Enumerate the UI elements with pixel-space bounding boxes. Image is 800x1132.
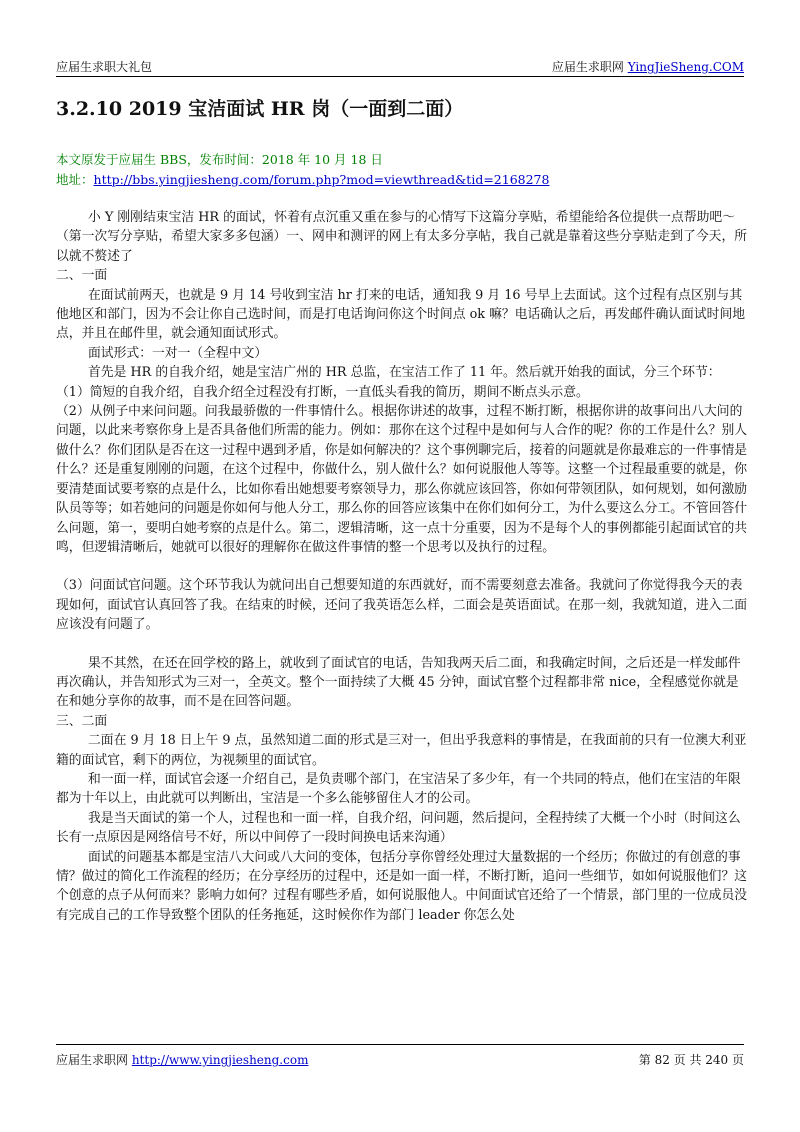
article-body xyxy=(56,208,748,925)
source-line: 本文原发于应届生 BBS，发布时间：2018 年 10 月 18 日 xyxy=(56,152,383,167)
paragraph: 二面在 9 月 18 日上午 9 点，虽然知道二面的形式是三对一，但出乎我意料的事情是，在我面前的只有一位澳大利亚籍的面试官，剩下的两位，为视频里的面试官。 xyxy=(56,733,747,768)
page-footer xyxy=(56,1044,744,1069)
section-title: 3.2.10 2019 宝洁面试 HR 岗（一面到二面） xyxy=(56,98,464,120)
footer-site xyxy=(56,1051,308,1068)
header-title: 应届生求职大礼包 xyxy=(56,60,153,74)
header-site-name: 应届生求职网 xyxy=(551,60,628,74)
footer-site-name: 应届生求职网 xyxy=(56,1053,132,1067)
heading-first-interview: 二、一面 xyxy=(56,268,108,284)
header-site xyxy=(552,58,744,75)
paragraph-intro: 小 Y 刚刚结束宝洁 HR 的面试，怀着有点沉重又重在参与的心情写下这篇分享贴，希望能给各位提供一点帮助吧～（第一次写分享贴，希望大家多多包涵）一、网申和测评的网上有太多分享帖，我自己就是靠着这些分享贴走到了今天，所以就不赘述了 xyxy=(56,210,748,264)
page-number: 第 82 页 共 240 页 xyxy=(638,1053,744,1067)
paragraph: 我是当天面试的第一个人，过程也和一面一样，自我介绍，问问题，然后提问，全程持续了大概一个小时（时间这么长有一点原因是网络信号不好，所以中间停了一段时间换电话来沟通） xyxy=(56,810,741,846)
paragraph: 在面试前两天，也就是 9 月 14 号收到宝洁 hr 打来的电话，通知我 9 月 16 号早上去面试。这个过程有点区别与其他地区和部门，因为不会让你自己选时间，而是打电话询问你这个时间点 ok 嘛？电话确认之后，再发邮件确认面试时间地点，并且在邮件里，就会通知面试形式。 xyxy=(56,287,746,342)
paragraph: （3）问面试官问题。这个环节我认为就问出自己想要知道的东西就好，而不需要刻意去准备。我就问了你觉得我今天的表现如何，面试官认真回答了我。在结束的时候，还问了我英语怎么样，二面会是英语面试。在那一刻，我就知道，进入二面应该没有问题了。 xyxy=(56,578,748,633)
header-site-link[interactable]: YingJieSheng.COM xyxy=(627,60,744,74)
heading-second-interview: 三、二面 xyxy=(56,713,108,729)
footer-site-link[interactable]: http://www.yingjiesheng.com xyxy=(131,1053,309,1067)
paragraph: 面试的问题基本都是宝洁八大问或八大问的变体，包括分享你曾经处理过大量数据的一个经历；你做过的有创意的事情？做过的简化工作流程的经历；在分享经历的过程中，还是如一面一样，不断打断，追问一些细节，如如何说服他们？这个创意的点子从何而来？影响力如何？过程有哪些矛盾，如何说服他人。中间面试官还给了一个情景，部门里的一位成员没有完成自己的工作导致整个团队的任务拖延，这时候你作为部门 leader 你怎么处 xyxy=(56,849,748,923)
spacer xyxy=(56,635,748,654)
page-header xyxy=(56,56,744,77)
address-line xyxy=(56,170,549,190)
paragraph: （1）简短的自我介绍，自我介绍全过程没有打断，一直低头看我的简历，期间不断点头示意。 xyxy=(56,384,589,400)
paragraph: 首先是 HR 的自我介绍，她是宝洁广州的 HR 总监，在宝洁工作了 11 年。然后就开始我的面试，分三个环节： xyxy=(88,365,721,381)
paragraph: （2）从例子中来问问题。问我最骄傲的一件事情什么。根据你讲述的故事，过程不断打断，根据你讲的故事问出八大问的问题，以此来考察你身上是否具备他们所需的能力。例如：那你在这个过程中是如何与人合作的呢？你的工作是什么？别人做什么？你们团队是否在这一过程中遇到矛盾，你是如何解决的？这个事例聊完后，接着的问题就是你最难忘的一件事情是什么？还是重复刚刚的问题，在这个过程中，你做什么，别人做什么？如何说服他人等等。这整一个过程最重要的就是，你要清楚面试要考察的点是什么，比如你看出她想要考察领导力，那么你就应该回答，你如何带领团队，如何规划，如何激励队员等等；如若她问的问题是你如何与他人分工，那么你的回答应该集中在你们如何分工，为什么要这么分工。不管回答什么问题，第一，要明白她考察的点是什么。第二，逻辑清晰，这一点十分重要，因为不是每个人的事例都能引起面试官的共鸣，但逻辑清晰后，她就可以很好的理解你在做这件事情的整一个思考以及执行的过程。 xyxy=(56,404,748,555)
spacer xyxy=(56,557,748,576)
paragraph: 面试形式：一对一（全程中文） xyxy=(88,345,268,361)
article-meta xyxy=(56,150,549,190)
paragraph: 果不其然，在还在回学校的路上，就收到了面试官的电话，告知我两天后二面，和我确定时间，之后还是一样发邮件再次确认，并告知形式为三对一，全英文。整个一面持续了大概 45 分钟，面试官整个过程都非常 nice，全程感觉你就是在和她分享你的故事，而不是在回答问题。 xyxy=(56,655,741,710)
paragraph: 和一面一样，面试官会逐一介绍自己，是负责哪个部门，在宝洁呆了多少年，有一个共同的特点，他们在宝洁的年限都为十年以上，由此就可以判断出，宝洁是一个多么能够留住人才的公司。 xyxy=(56,771,741,807)
address-label: 地址： xyxy=(56,172,94,187)
address-link[interactable]: http://bbs.yingjiesheng.com/forum.php?mod=viewthread&tid=2168278 xyxy=(93,172,550,187)
